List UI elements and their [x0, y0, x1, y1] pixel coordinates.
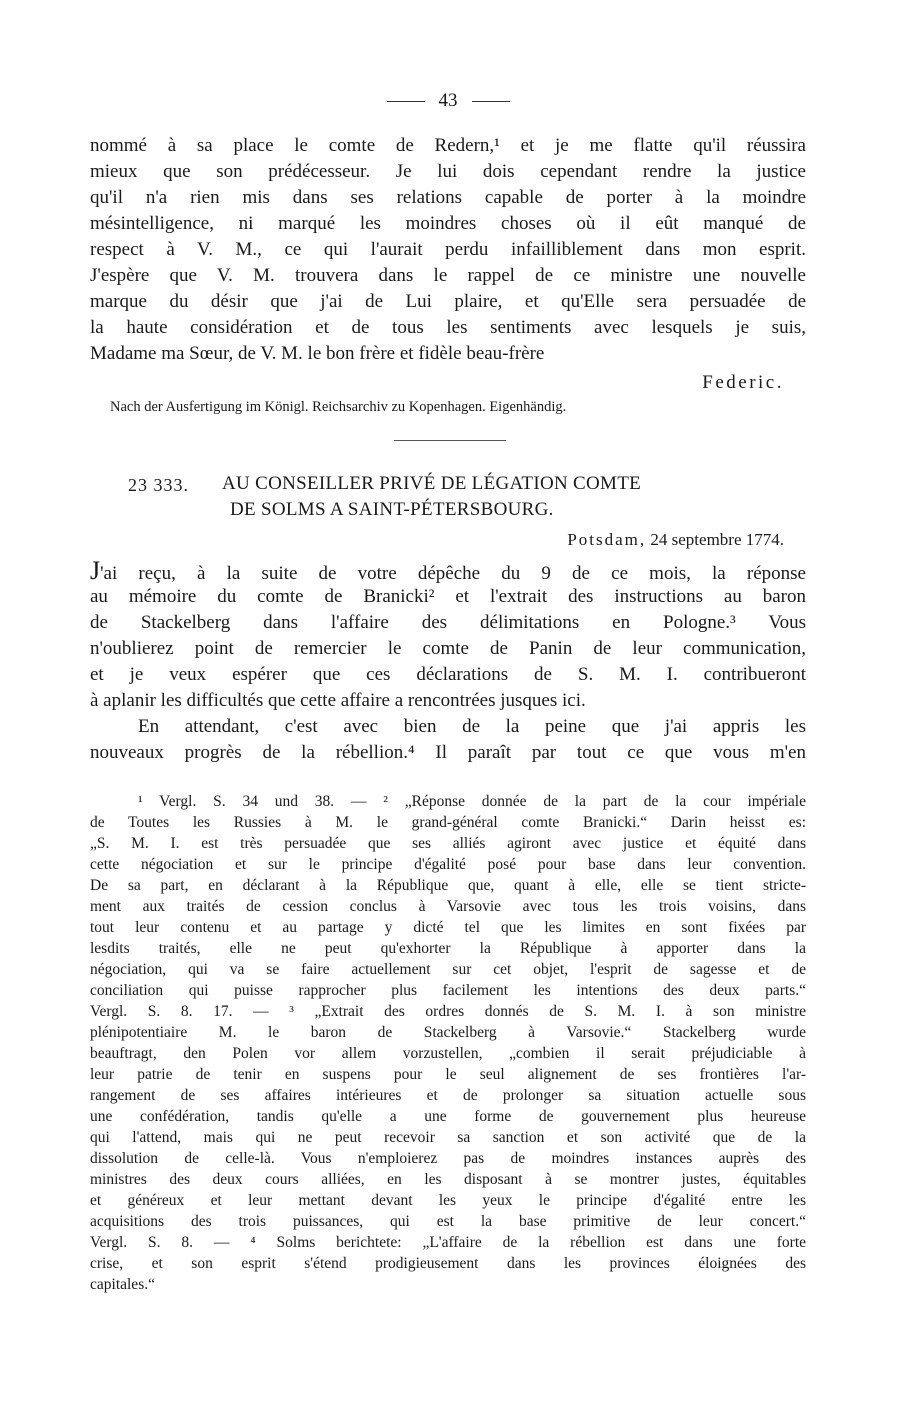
drop-cap: J: [90, 556, 101, 585]
footnote-line: et généreux et leur mettant devant les yeux le principe d'égalité entre les: [90, 1192, 806, 1209]
header-dash-left: [387, 101, 425, 102]
footnote-line: conciliation qui puisse rapprocher plus facilement les intentions des deux parts.“: [90, 982, 806, 999]
footnote-line: ment aux traités de cession conclus à Varsovie avec tous les trois voisins, dans: [90, 898, 806, 915]
letter-title-line: DE SOLMS A SAINT-PÉTERSBOURG.: [230, 499, 554, 520]
letter-end-line: J'espère que V. M. trouvera dans le rappel de ce ministre une nouvelle: [90, 265, 806, 286]
dateline-place: Potsdam,: [567, 530, 647, 549]
letter-line: et je veux espérer que ces déclarations de S. M. I. contribueront: [90, 664, 806, 685]
letter-line: nouveaux progrès de la rébellion.⁴ Il paraît par tout ce que vous m'en: [90, 742, 806, 763]
letter-number: 23 333.: [128, 475, 189, 495]
footnote-line: tout leur contenu et au partage y dicté tel que les limites en sont fixées par: [90, 919, 806, 936]
footnote-line: crise, et son esprit s'étend prodigieusement dans les provinces éloignées des: [90, 1255, 806, 1272]
book-page: [90, 0, 806, 1404]
footnote-line: cette négociation et sur le principe d'égalité posé pour base dans leur convention.: [90, 856, 806, 873]
letter-end-line: nommé à sa place le comte de Redern,¹ et je me flatte qu'il réussira: [90, 135, 806, 156]
footnote-line: Vergl. S. 8. 17. — ³ „Extrait des ordres donnés de S. M. I. à son ministre: [90, 1003, 806, 1020]
letter-title-line: AU CONSEILLER PRIVÉ DE LÉGATION COMTE: [222, 473, 642, 494]
footnote-line: Vergl. S. 8. — ⁴ Solms berichtete: „L'affaire de la rébellion est dans une forte: [90, 1234, 806, 1251]
footnote-line: capitales.“: [90, 1276, 155, 1293]
signature: Federic.: [702, 372, 784, 393]
letter-line: de Stackelberg dans l'affaire des délimitations en Pologne.³ Vous: [90, 612, 806, 633]
letter-end-line: Madame ma Sœur, de V. M. le bon frère et fidèle beau-frère: [90, 343, 545, 364]
footnote-line: dissolution de celle-là. Vous n'emploierez pas de moindres instances auprès des: [90, 1150, 806, 1167]
letter-end-line: mésintelligence, ni marqué les moindres choses où il eût manqué de: [90, 213, 806, 234]
letter-line-text: 'ai reçu, à la suite de votre dépêche du 9 de ce mois, la réponse: [100, 563, 806, 584]
footnote-line: plénipotentiaire M. le baron de Stackelberg à Varsovie.“ Stackelberg wurde: [90, 1024, 806, 1041]
footnote-line: leur patrie de tenir en suspens pour le seul alignement de ses frontières l'ar-: [90, 1066, 806, 1083]
letter-end-line: marque du désir que j'ai de Lui plaire, et qu'Elle sera persuadée de: [90, 291, 806, 312]
footnote-line: De sa part, en déclarant à la République que, quant à elle, elle se tient stricte-: [90, 877, 806, 894]
footnote-line: „S. M. I. est très persuadée que ses alliés agiront avec justice et équité dans: [90, 835, 806, 852]
footnote-line: négociation, qui va se faire actuellement sur cet objet, l'esprit de sagesse et de: [90, 961, 806, 978]
letter-end-line: la haute considération et de tous les sentiments avec lesquels je suis,: [90, 317, 806, 338]
section-divider: [394, 440, 506, 441]
footnote-line: acquisitions des trois puissances, qui est la base primitive de leur concert.“: [90, 1213, 806, 1230]
page-number: 43: [438, 90, 458, 111]
page-header: [90, 88, 806, 114]
footnote-line: ministres des deux cours alliées, en les disposant à se montrer justes, équitables: [90, 1171, 806, 1188]
footnote-line: beauftragt, den Polen vor allem vorzustellen, „combien il serait préjudiciable à: [90, 1045, 806, 1062]
letter-end-line: mieux que son prédécesseur. Je lui dois cependant rendre la justice: [90, 161, 806, 182]
letter-line: à aplanir les difficultés que cette affaire a rencontrées jusques ici.: [90, 690, 586, 711]
letter-end-line: qu'il n'a rien mis dans ses relations capable de porter à la moindre: [90, 187, 806, 208]
footnote-line: rangement de ses affaires intérieures et de prolonger sa situation actuelle sous: [90, 1087, 806, 1104]
letter-end-line: respect à V. M., ce qui l'aurait perdu infailliblement dans mon esprit.: [90, 239, 806, 260]
dateline: [567, 528, 784, 552]
footnote-line: ¹ Vergl. S. 34 und 38. — ² „Réponse donnée de la part de la cour impériale: [138, 793, 806, 810]
letter-line: En attendant, c'est avec bien de la peine que j'ai appris les: [138, 716, 806, 737]
dateline-date: 24 septembre 1774.: [650, 530, 784, 549]
letter-first-line: [90, 558, 806, 584]
footnote-line: lesdits traités, elle ne peut qu'exhorter la République à apporter dans la: [90, 940, 806, 957]
footnote-line: de Toutes les Russies à M. le grand-général comte Branicki.“ Darin heisst es:: [90, 814, 806, 831]
letter-line: n'oublierez point de remercier le comte de Panin de leur communication,: [90, 638, 806, 659]
header-dash-right: [472, 101, 510, 102]
source-note: Nach der Ausfertigung im Königl. Reichsarchiv zu Kopenhagen. Eigenhändig.: [110, 399, 567, 415]
footnote-line: une confédération, tandis qu'elle a une forme de gouvernement plus heureuse: [90, 1108, 806, 1125]
footnote-line: qui l'attend, mais qui ne peut recevoir sa sanction et son activité que de la: [90, 1129, 806, 1146]
letter-line: au mémoire du comte de Branicki² et l'extrait des instructions au baron: [90, 586, 806, 607]
